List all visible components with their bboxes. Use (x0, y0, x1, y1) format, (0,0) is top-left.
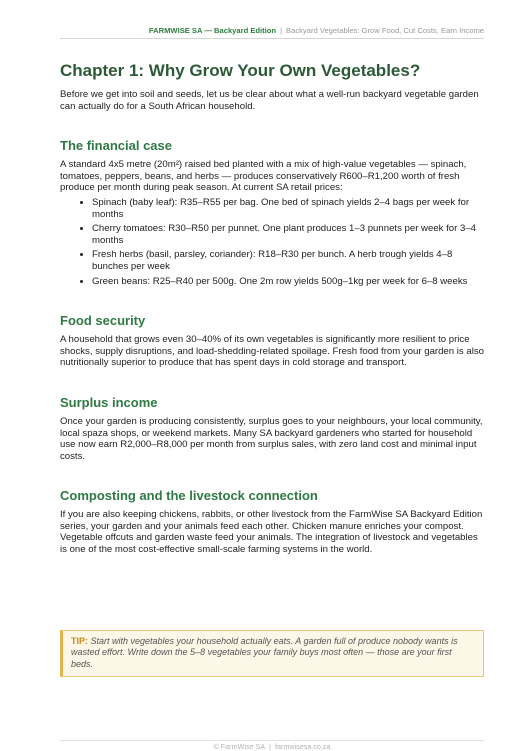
section-body: Once your garden is producing consistently, surplus goes to your neighbours, your local community, local spaza shops, or weekend markets. Many SA backyard gardeners who started for household use now earn R2,000–R8,000 per month from surplus sales, with zero land cost and minimal input costs. (60, 415, 483, 462)
list-item: • Green beans: R25–R40 per 500g. One 2m row yields 500g–1kg per week for 6–8 weeks (92, 276, 484, 288)
section-body: A standard 4x5 metre (20m²) raised bed planted with a mix of high-value vegetables — spinach, tomatoes, peppers, beans, and herbs — produces conservatively R600–R1,200 worth of fresh produce per month during peak season. At current SA retail prices: (60, 159, 467, 194)
tip-label: TIP: (71, 636, 88, 646)
section-heading: The financial case (60, 138, 172, 154)
section-heading: Food security (60, 313, 146, 329)
list-item: • Fresh herbs (basil, parsley, coriander): R18–R30 per bunch. A herb trough yields 4–8 bunches per week (92, 249, 484, 272)
header-separator: | (280, 26, 283, 35)
section-heading: Surplus income (60, 394, 158, 410)
list-item: • Spinach (baby leaf): R35–R55 per bag. One bed of spinach yields 2–4 bags per week for months (92, 197, 484, 220)
header-book-title: Backyard Vegetables: Grow Food, Cut Costs, Earn Income (286, 26, 484, 35)
tip-callout (60, 630, 484, 677)
page-content (60, 61, 484, 582)
running-header (60, 26, 484, 39)
header-brand: FARMWISE SA — Backyard Edition (148, 26, 277, 35)
section-financial-case (60, 138, 484, 287)
list-item: • Cherry tomatoes: R30–R50 per punnet. One plant produces 1–3 punnets per week for 3–4 months (92, 223, 484, 246)
page-footer (60, 740, 484, 751)
chapter-intro: Before we get into soil and seeds, let us be clear about what a well-run backyard vegetable garden can actually do for a South African household. (60, 89, 479, 112)
footer-copyright: © FarmWise SA (213, 742, 266, 751)
section-food-security (60, 313, 484, 369)
footer-separator: | (269, 742, 271, 751)
section-composting-livestock (60, 488, 484, 555)
tip-text: Start with vegetables your household actually eats. A garden full of produce nobody wants is wasted effort. Write down the 5–8 vegetables your family buys most often — those are your first beds. (71, 636, 458, 669)
section-heading: Composting and the livestock connection (60, 488, 318, 504)
section-surplus-income (60, 395, 484, 462)
chapter-title: Chapter 1: Why Grow Your Own Vegetables? (60, 61, 421, 80)
price-list (60, 197, 484, 287)
footer-site-link[interactable]: farmwisesa.co.za (274, 742, 331, 751)
section-body: A household that grows even 30–40% of its own vegetables is significantly more resilient to price shocks, supply disruptions, and load-shedding-related spoilage. Fresh food from your garden is also nutritionally superior to produce that has spent days in cold storage and transport. (60, 334, 484, 369)
section-body: If you are also keeping chickens, rabbits, or other livestock from the FarmWise SA Backyard Edition series, your garden and your animals feed each other. Chicken manure enriches your compost. Vegetable offcuts and garden waste feed your animals. The integration of livestock and vegetables is one of the most cost-effective small-scale farming systems in the world. (60, 509, 483, 556)
